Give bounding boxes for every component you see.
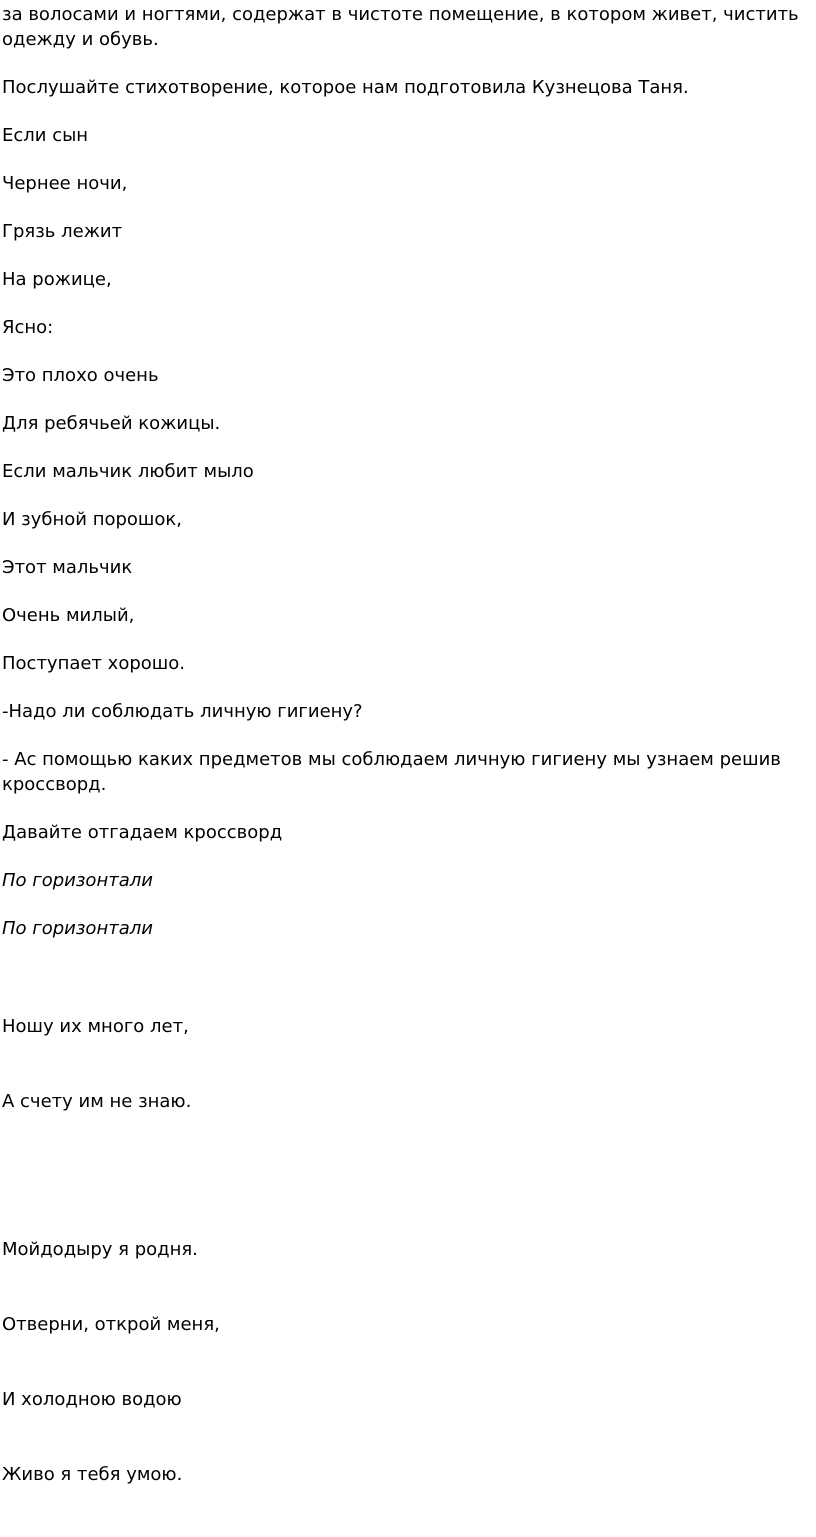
poem-line: Если мальчик любит мыло [2, 461, 254, 482]
crossword-intro-paragraph: - Ас помощью каких предметов мы соблюдаем личную гигиену мы узнаем решив кроссворд. [2, 749, 787, 795]
riddle-2 [2, 1187, 812, 1537]
poem-line: Для ребячьей кожицы. [2, 413, 221, 434]
intro-paragraph: за волосами и ногтями, содержат в чистоте помещение, в котором живет, чистить одежду и обувь. [2, 4, 805, 50]
poem-line: Поступает хорошо. [2, 653, 185, 674]
riddle-line: А счету им не знаю. [2, 1091, 192, 1112]
riddle-line: Мойдодыру я родня. [2, 1239, 198, 1260]
section-heading: По горизонтали [2, 870, 153, 891]
poem-line: Чернее ночи, [2, 173, 128, 194]
listen-paragraph: Послушайте стихотворение, которое нам подготовила Кузнецова Таня. [2, 77, 689, 98]
question-paragraph: -Надо ли соблюдать личную гигиену? [2, 701, 363, 722]
poem-line: Если сын [2, 125, 89, 146]
poem-line: Это плохо очень [2, 365, 159, 386]
poem-line: Грязь лежит [2, 221, 123, 242]
riddle-line: Отверни, открой меня, [2, 1314, 220, 1335]
poem-line: Очень милый, [2, 605, 135, 626]
poem-line: На рожице, [2, 269, 112, 290]
poem-line: И зубной порошок, [2, 509, 183, 530]
riddle-line: И холодною водою [2, 1389, 182, 1410]
riddle-line: Ношу их много лет, [2, 1016, 189, 1037]
riddle-line: Живо я тебя умою. [2, 1464, 183, 1485]
riddle-1 [2, 964, 812, 1164]
crossword-call-paragraph: Давайте отгадаем кроссворд [2, 822, 283, 843]
section-heading: По горизонтали [2, 918, 153, 939]
poem-line: Ясно: [2, 317, 54, 338]
poem-line: Этот мальчик [2, 557, 133, 578]
